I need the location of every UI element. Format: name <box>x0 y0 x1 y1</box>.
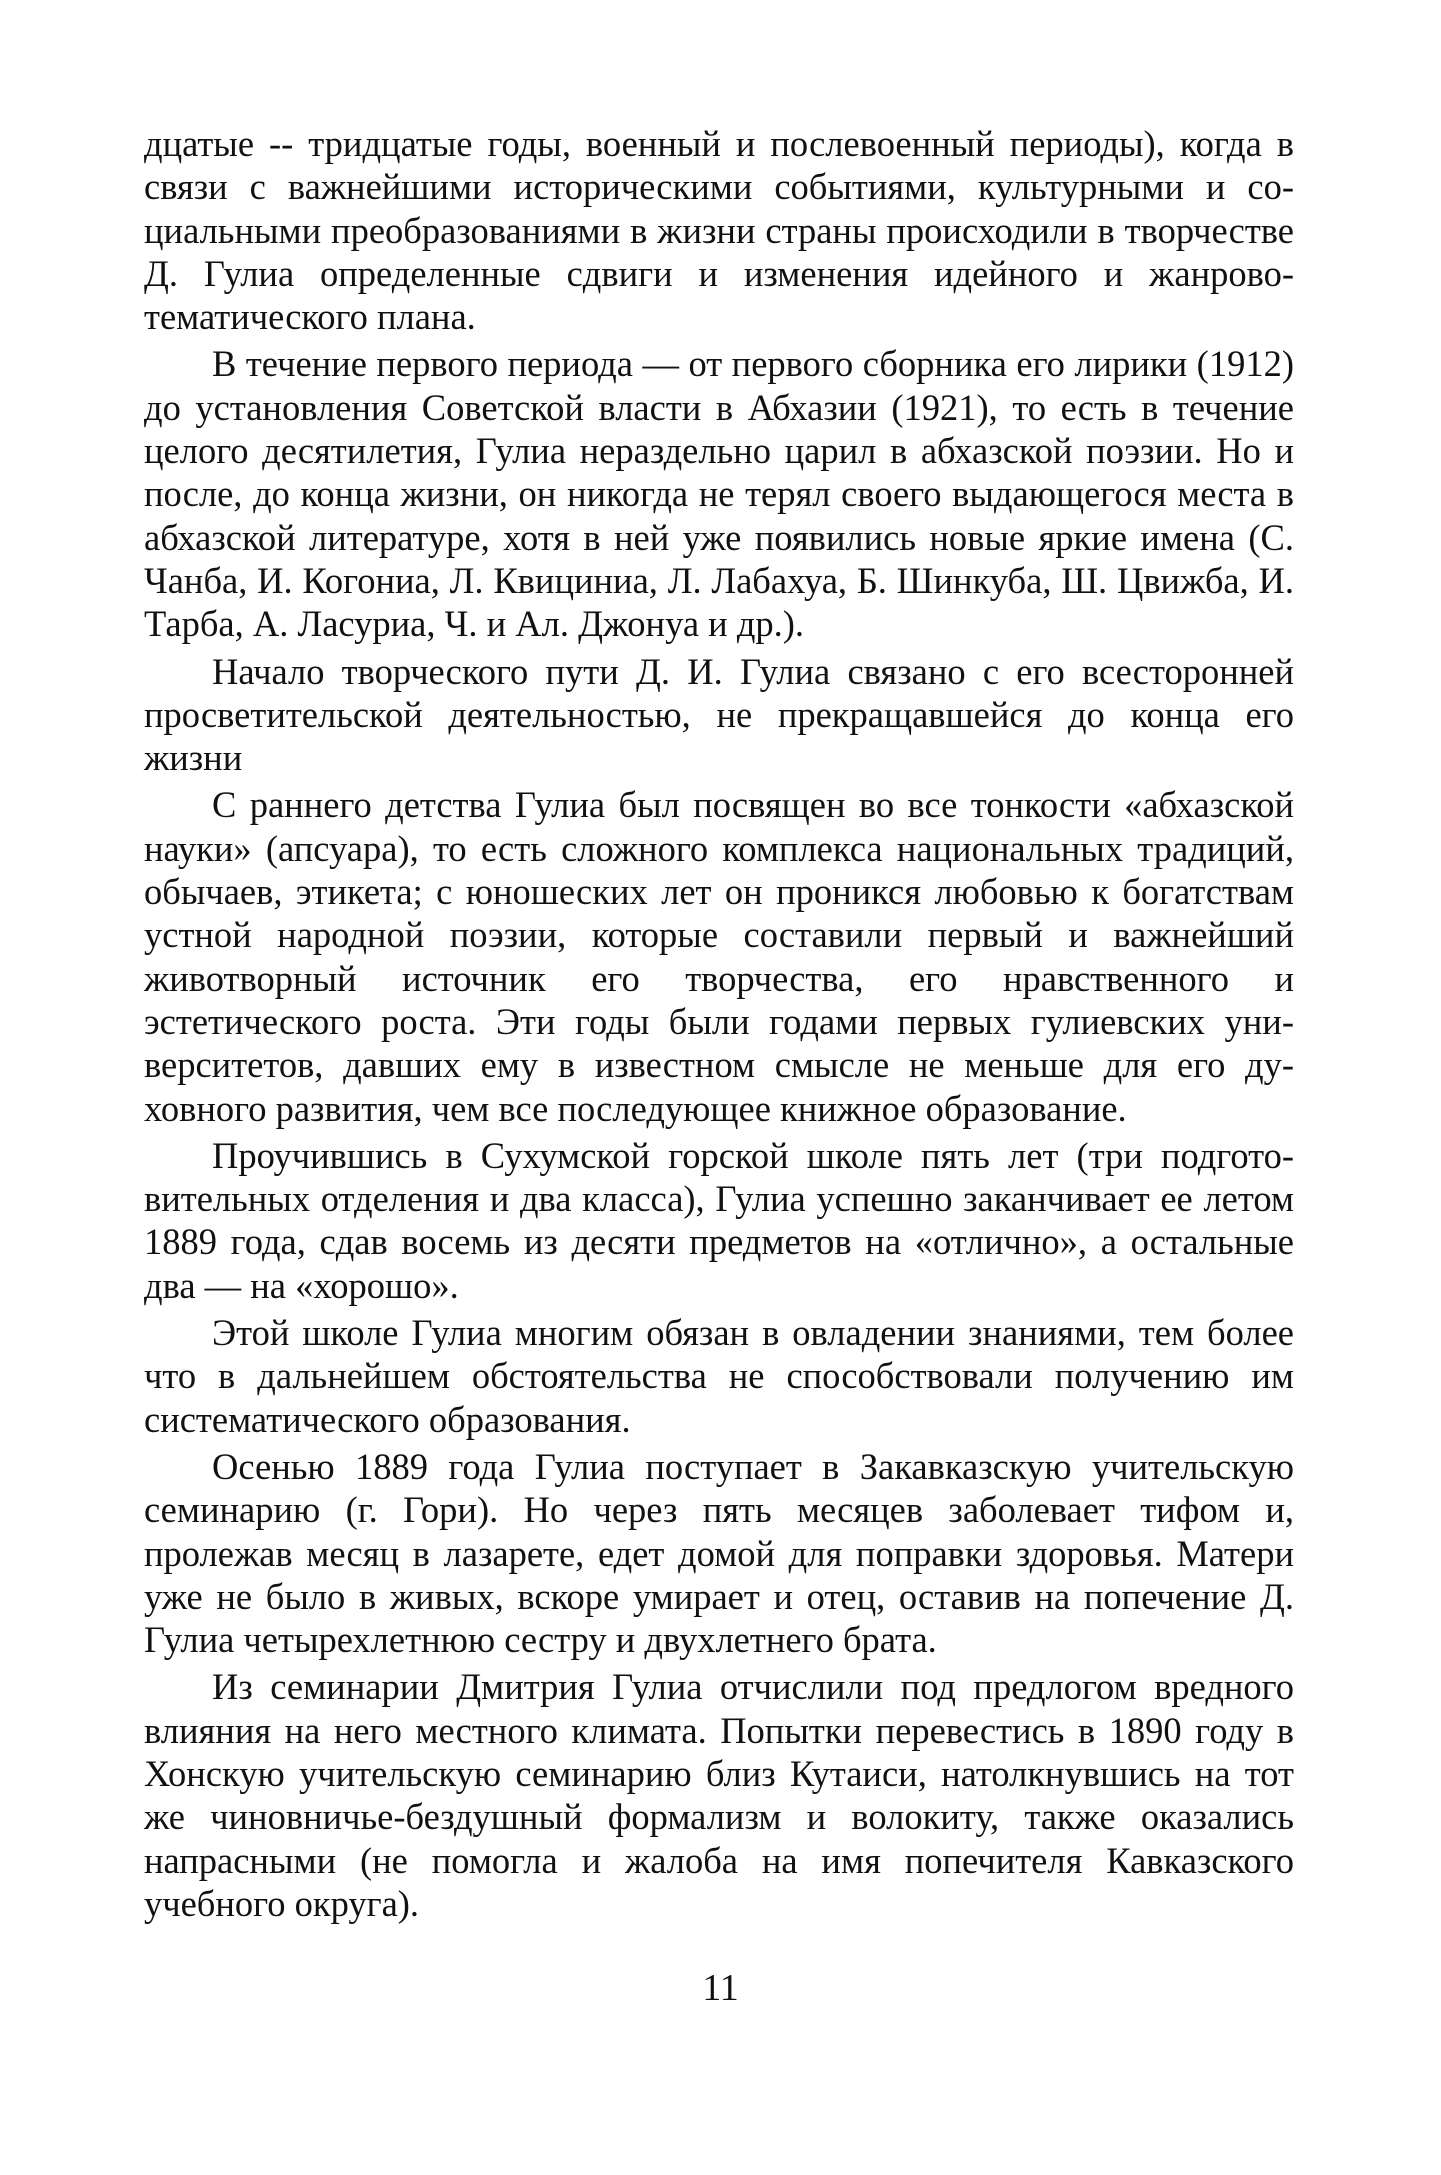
paragraph-2: В течение первого периода — от первого сборника его лирики (1912) до установления Советской власти в Абхазии (1921), то есть в течение целого десятилетия, Гулиа нераздельно царил в абхазской поэзии. Но и после, до конца жизни, он никогда не терял своего выдающегося места в абхазской литературе, хотя в ней уже появились новые яркие имена (С. Чанба, И. Когониа, Л. Квициниа, Л. Лабахуа, Б. Шинкуба, Ш. Цвижба, И. Тарба, А. Ласуриа, Ч. и Ал. Джонуа и др.). <box>144 343 1294 645</box>
paragraph-1: дцатые -- тридцатые годы, военный и послевоенный периоды), когда в связи с важнейшими историческими событиями, культурными и социальными преобразованиями в жизни страны происходили в творчестве Д. Гулиа определенные сдвиги и изменения идейного и жанрово-тематического плана. <box>144 123 1294 338</box>
paragraph-6: Этой школе Гулиа многим обязан в овладении знаниями, тем более что в дальнейшем обстоятельства не способствовали получению им систематического образования. <box>144 1312 1294 1440</box>
page-number: 11 <box>702 1967 739 2009</box>
body-text <box>144 122 1294 1925</box>
paragraph-7: Осенью 1889 года Гулиа поступает в Закавказскую учительскую семинарию (г. Гори). Но через пять месяцев заболевает тифом и, пролежав месяц в лазарете, едет домой для поправки здоровья. Матери уже не было в живых, вскоре умирает и отец, оставив на попечение Д. Гулиа четырехлетнюю сестру и двухлетнего брата. <box>144 1445 1294 1661</box>
paragraph-4: С раннего детства Гулиа был посвящен во все тонкости «абхазской науки» (апсуара), то есть сложного комплекса национальных традиций, обычаев, этикета; с юношеских лет он проникся любовью к богатствам устной народной поэзии, которые составили первый и важнейший животворный источник его творчества, его нравственного и эстетического роста. Эти годы были годами первых гулиевских университетов, давших ему в известном смысле не меньше для его духовного развития, чем все последующее книжное образование. <box>144 784 1294 1129</box>
paragraph-5: Проучившись в Сухумской горской школе пять лет (три подготовительных отделения и два класса), Гулиа успешно заканчивает ее летом 1889 года, сдав восемь из десяти предметов на «отлично», а остальные два — на «хорошо». <box>144 1134 1294 1306</box>
paragraph-8: Из семинарии Дмитрия Гулиа отчислили под предлогом вредного влияния на него местного климата. Попытки перевестись в 1890 году в Хонскую учительскую семинарию близ Кутаиси, натолкнувшись на тот же чиновничье-бездушный формализм и волокиту, также оказались напрасными (не помогла и жалоба на имя попечителя Кавказского учебного округа). <box>144 1666 1294 1924</box>
paragraph-3: Начало творческого пути Д. И. Гулиа связано с его всесторонней просветительской деятельностью, не прекращавшейся до конца его жизни <box>144 650 1294 779</box>
